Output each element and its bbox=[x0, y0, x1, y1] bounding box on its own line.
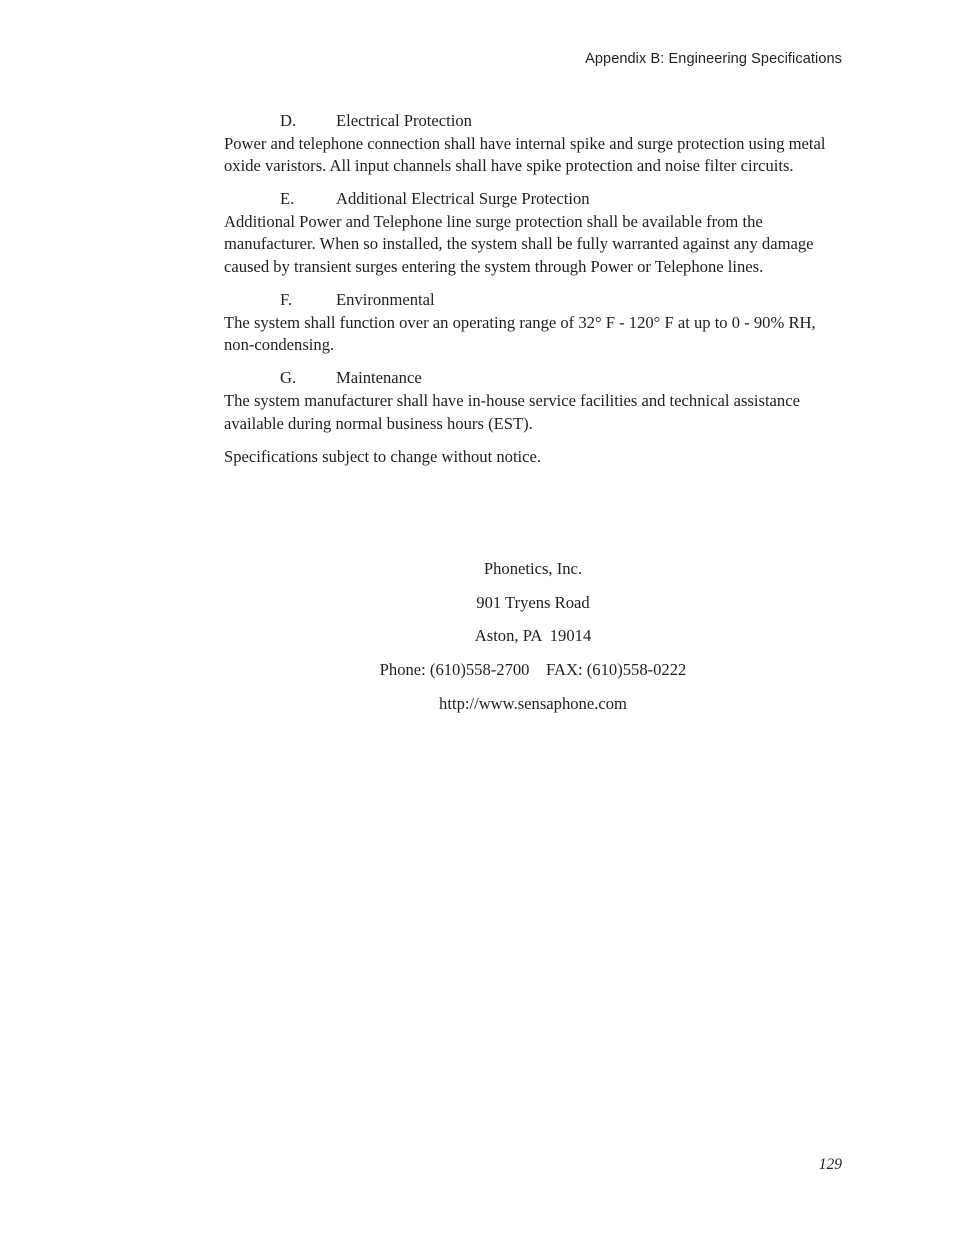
section-electrical-protection bbox=[224, 110, 844, 178]
section-maintenance bbox=[224, 367, 844, 435]
page-number: 129 bbox=[818, 1156, 842, 1173]
phone-fax: Phone: (610)558-2700 FAX: (610)558-0222 bbox=[379, 660, 687, 680]
company-address-block bbox=[224, 558, 842, 726]
section-letter: F. bbox=[280, 290, 293, 310]
section-heading bbox=[224, 188, 844, 211]
city-state-zip: Aston, PA 19014 bbox=[474, 626, 592, 646]
section-title: Environmental bbox=[336, 290, 435, 310]
section-additional-surge-protection bbox=[224, 188, 844, 278]
section-title: Additional Electrical Surge Protection bbox=[336, 189, 590, 209]
section-title: Electrical Protection bbox=[336, 111, 472, 130]
company-name: Phonetics, Inc. bbox=[483, 559, 583, 578]
section-body: Additional Power and Telephone line surge protection shall be available from the manufacturer. When so installed, the system shall be fully warranted against any damage caused by transient surges entering the system through Power or Telephone lines. bbox=[224, 211, 814, 277]
section-heading bbox=[224, 367, 844, 390]
section-title: Maintenance bbox=[336, 368, 422, 388]
section-letter: G. bbox=[280, 368, 297, 388]
specification-body bbox=[224, 110, 844, 468]
section-letter: E. bbox=[280, 189, 295, 209]
section-body: The system shall function over an operating range of 32° F - 120° F at up to 0 - 90% RH, non-condensing. bbox=[224, 312, 816, 355]
section-body: Power and telephone connection shall have internal spike and surge protection using metal oxide varistors. All input channels shall have spike protection and noise filter circuits. bbox=[224, 133, 826, 176]
section-environmental bbox=[224, 289, 844, 357]
section-heading bbox=[224, 289, 844, 312]
change-notice: Specifications subject to change without notice. bbox=[224, 446, 542, 466]
section-letter: D. bbox=[280, 111, 297, 130]
section-heading bbox=[224, 110, 844, 133]
street-address: 901 Tryens Road bbox=[476, 592, 590, 612]
section-body: The system manufacturer shall have in-house service facilities and technical assistance available during normal business hours (EST). bbox=[224, 391, 800, 433]
website-url: http://www.sensaphone.com bbox=[439, 693, 627, 713]
running-header: Appendix B: Engineering Specifications bbox=[585, 51, 842, 67]
